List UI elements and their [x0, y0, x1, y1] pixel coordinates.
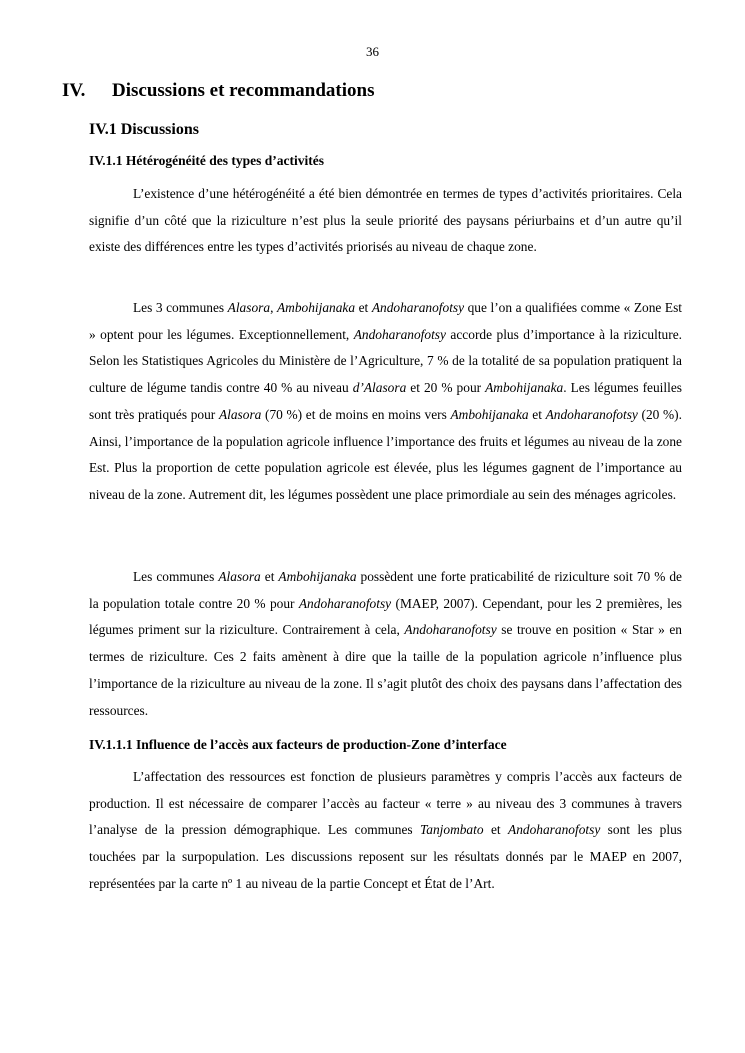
- p3-text: Les communes: [133, 569, 219, 584]
- p2-italic: Alasora: [218, 406, 262, 422]
- p3-text: possèdent une forte praticabilité de riziculture soit 70 % de la population totale contre 20 % pour: [89, 569, 683, 611]
- p3-text: se trouve en position « Star » en termes de riziculture. Ces 2 faits amènent à dire que la taille de la population agricole n’influence plus l’importance de la riziculture au niveau de la zone. Il s’agit plutôt des choix des paysans dans l’affectation des ressources.: [89, 622, 682, 718]
- p2-italic: Andoharanofotsy: [371, 300, 465, 315]
- section-title: Discussions et recommandations: [112, 80, 375, 101]
- p2-text: . Les légumes feuilles sont très pratiqués pour: [89, 380, 683, 422]
- p2-italic: Ambohijanaka: [485, 380, 564, 396]
- p2-text: que l’on a qualifiées comme « Zone Est » optent pour les légumes. Exceptionnellement,: [89, 300, 683, 342]
- section-number: IV.: [62, 80, 86, 101]
- section-heading: [62, 80, 375, 102]
- p2-italic: Alasora: [227, 300, 271, 315]
- p2-italic: d’Alasora: [352, 380, 407, 396]
- p2-text: et: [355, 300, 372, 315]
- subsection-heading: IV.1 Discussions: [89, 121, 199, 138]
- p4-text: et: [483, 822, 509, 838]
- p2-italic: Ambohijanaka: [276, 300, 356, 315]
- page-number: 36: [366, 44, 379, 59]
- p3-italic: Andoharanofotsy: [404, 622, 497, 638]
- p2-italic: Ambohijanaka: [450, 406, 529, 422]
- p3-text: (MAEP, 2007). Cependant, pour les 2 premières, les légumes priment sur la riziculture. Contrairement à cela,: [89, 595, 682, 638]
- p4-italic: Tanjombato: [420, 822, 484, 838]
- p4-text: L’affectation des ressources est fonction de plusieurs paramètres y compris l’accès aux facteurs de production. Il est nécessaire de comparer l’accès au facteur « terre » au niveau des 3 communes à travers l’analyse de la pression démographique. Les communes: [89, 769, 682, 838]
- paragraph-2: [89, 295, 682, 509]
- p2-text: (70 %) et de moins en moins vers: [261, 406, 451, 422]
- p3-italic: Ambohijanaka: [278, 569, 357, 584]
- p2-text: et: [528, 406, 546, 422]
- p2-text: ,: [270, 300, 277, 315]
- subsubsubsection-heading: IV.1.1.1 Influence de l’accès aux facteurs de production-Zone d’interface: [89, 737, 507, 752]
- p3-text: et: [260, 569, 279, 584]
- p4-italic: Andoharanofotsy: [508, 822, 601, 838]
- p2-text: accorde plus d’importance à la riziculture. Selon les Statistiques Agricoles du Ministère de l’Agriculture, 7 % de la totalité de sa population pratiquent la culture de légume tandis contre 40 % au niveau: [89, 326, 682, 396]
- paragraph-1: L’existence d’une hétérogénéité a été bien démontrée en termes de types d’activités prioritaires. Cela signifie d’un côté que la riziculture n’est plus la seule priorité des paysans périurbains et d’un autre qu’il existe des différences entre les types d’activités priorisés au niveau de chaque zone.: [89, 186, 682, 255]
- paragraph-3: [89, 564, 682, 724]
- p2-text: Les 3 communes: [133, 300, 228, 315]
- p2-text: et 20 % pour: [406, 380, 486, 396]
- p2-italic: Andoharanofotsy: [353, 326, 446, 342]
- p2-italic: Andoharanofotsy: [545, 406, 638, 422]
- p4-text: sont les plus touchées par la surpopulation. Les discussions reposent sur les résultats donnés par le MAEP en 2007, représentées par la carte nº 1 au niveau de la partie Concept et État de l’Art.: [89, 822, 682, 891]
- subsubsection-heading: IV.1.1 Hétérogénéité des types d’activités: [89, 153, 324, 168]
- p3-italic: Andoharanofotsy: [298, 595, 392, 611]
- p3-italic: Alasora: [218, 569, 261, 584]
- paragraph-4: [89, 764, 682, 898]
- p2-text: (20 %). Ainsi, l’importance de la population agricole influence l’importance des fruits et légumes au niveau de la zone Est. Plus la proportion de cette population agricole est élevée, plus les légumes gagnent de l’importance au niveau de la zone. Autrement dit, les légumes possèdent une place primordiale au sein des ménages agricoles.: [89, 406, 682, 502]
